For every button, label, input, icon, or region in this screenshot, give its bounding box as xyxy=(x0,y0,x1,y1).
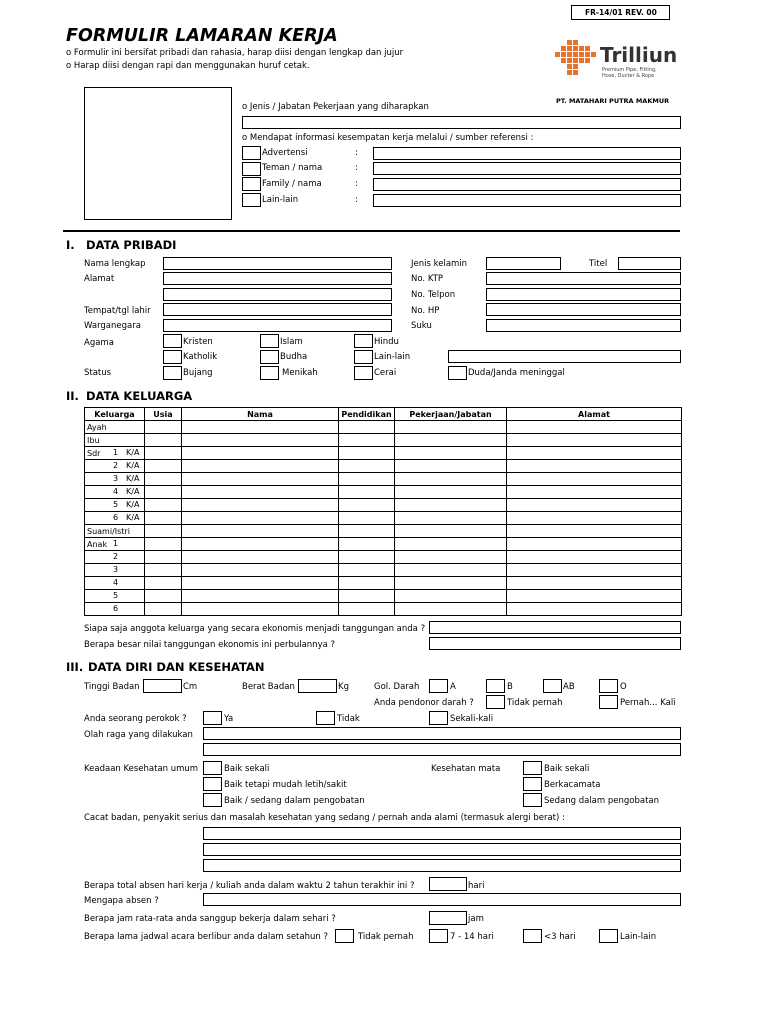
table-row xyxy=(85,473,682,486)
kg-label: Kg xyxy=(338,682,349,692)
cell-usia[interactable] xyxy=(145,447,182,460)
donor-label: Anda pendonor darah ? xyxy=(374,698,474,708)
cell-pekerjaan[interactable] xyxy=(395,512,507,525)
status-opt-cerai: Cerai xyxy=(374,368,397,378)
family-member-number: 6 xyxy=(113,604,119,613)
cell-nama[interactable] xyxy=(182,421,339,434)
agama-opt-lain: Lain-lain xyxy=(374,352,411,362)
gol-opt-b: B xyxy=(507,682,513,692)
family-member-label: Ayah xyxy=(87,422,107,432)
warga-input[interactable] xyxy=(163,319,392,332)
cell-pekerjaan[interactable] xyxy=(395,551,507,564)
jam-question: Berapa jam rata-rata anda sanggup bekerja dalam sehari ? xyxy=(84,914,336,924)
source-colon-2: : xyxy=(355,163,358,173)
cell-alamat[interactable] xyxy=(507,538,682,551)
family-member-number: 1 xyxy=(113,539,119,548)
sec3-num: III. xyxy=(66,660,84,674)
brand-tagline-1: Premium Pipe, Fitting, xyxy=(602,67,657,73)
table-row xyxy=(85,603,682,616)
agama-opt-kristen: Kristen xyxy=(183,337,213,347)
photo-box[interactable] xyxy=(84,87,232,220)
status-checkbox-menikah[interactable] xyxy=(260,366,279,380)
cell-pendidikan[interactable] xyxy=(339,603,395,616)
family-member-label: Suami/Istri xyxy=(87,526,130,536)
agama-checkbox-islam[interactable] xyxy=(260,334,279,348)
source-checkbox-4[interactable] xyxy=(242,193,261,207)
cell-alamat[interactable] xyxy=(507,434,682,447)
cell-pendidikan[interactable] xyxy=(339,473,395,486)
family-member-cell xyxy=(85,512,145,525)
cell-usia[interactable] xyxy=(145,512,182,525)
agama-checkbox-kristen[interactable] xyxy=(163,334,182,348)
perokok-checkbox-ya[interactable] xyxy=(203,711,222,725)
section-divider xyxy=(63,230,680,232)
family-member-ka: K/A xyxy=(126,487,140,496)
family-table-header xyxy=(85,408,682,421)
family-member-label: Ibu xyxy=(87,435,100,445)
cell-pendidikan[interactable] xyxy=(339,460,395,473)
cacat-input-3[interactable] xyxy=(203,859,681,872)
absen-input[interactable] xyxy=(429,877,467,891)
libur-opt-3: <3 hari xyxy=(544,932,576,942)
source-colon-4: : xyxy=(355,195,358,205)
doc-code: FR-14/01 REV. 00 xyxy=(585,8,657,17)
gol-checkbox-o[interactable] xyxy=(599,679,618,693)
keadaan-opt-2: Baik tetapi mudah letih/sakit xyxy=(224,780,347,790)
sec3-title: DATA DIRI DAN KESEHATAN xyxy=(88,660,265,674)
cell-alamat[interactable] xyxy=(507,447,682,460)
mengapa-input[interactable] xyxy=(203,893,681,906)
cell-pendidikan[interactable] xyxy=(339,551,395,564)
job-position-label: o Jenis / Jabatan Pekerjaan yang diharapkan xyxy=(242,102,429,112)
table-row xyxy=(85,421,682,434)
cell-alamat[interactable] xyxy=(507,512,682,525)
family-member-number: 6 xyxy=(113,513,119,522)
hari-label: hari xyxy=(468,881,485,891)
agama-opt-hindu: Hindu xyxy=(374,337,399,347)
suku-label: Suku xyxy=(411,321,432,331)
cell-nama[interactable] xyxy=(182,551,339,564)
donor-checkbox-pernah[interactable] xyxy=(599,695,618,709)
family-table xyxy=(84,407,682,616)
gol-checkbox-a[interactable] xyxy=(429,679,448,693)
cacat-label: Cacat badan, penyakit serius dan masalah kesehatan yang sedang / pernah anda alami (termasuk alergi berat) : xyxy=(84,813,565,823)
family-member-cell xyxy=(85,460,145,473)
cacat-input-2[interactable] xyxy=(203,843,681,856)
ktp-label: No. KTP xyxy=(411,274,444,284)
mata-opt-3: Sedang dalam pengobatan xyxy=(544,796,660,806)
cell-alamat[interactable] xyxy=(507,590,682,603)
cell-nama[interactable] xyxy=(182,434,339,447)
table-row xyxy=(85,499,682,512)
cell-alamat[interactable] xyxy=(507,421,682,434)
absen-label: Berapa total absen hari kerja / kuliah anda dalam waktu 2 tahun terakhir ini ? xyxy=(84,881,415,891)
libur-checkbox-3[interactable] xyxy=(523,929,542,943)
source-input-4[interactable] xyxy=(373,194,681,207)
family-member-number: 5 xyxy=(113,591,119,600)
source-input-2[interactable] xyxy=(373,162,681,175)
tanggungan-q2: Berapa besar nilai tanggungan ekonomis ini perbulannya ? xyxy=(84,640,336,650)
cell-nama[interactable] xyxy=(182,460,339,473)
status-checkbox-bujang[interactable] xyxy=(163,366,182,380)
gol-checkbox-b[interactable] xyxy=(486,679,505,693)
status-checkbox-cerai[interactable] xyxy=(354,366,373,380)
cell-alamat[interactable] xyxy=(507,460,682,473)
sec1-num: I. xyxy=(66,238,75,252)
sec1-title: DATA PRIBADI xyxy=(86,238,177,252)
col-pendidikan: Pendidikan xyxy=(339,408,395,421)
source-colon-3: : xyxy=(355,179,358,189)
sec2-title: DATA KELUARGA xyxy=(86,389,193,403)
table-row xyxy=(85,525,682,538)
cell-pekerjaan[interactable] xyxy=(395,473,507,486)
cell-nama[interactable] xyxy=(182,525,339,538)
brand-logo-icon xyxy=(553,38,597,78)
family-member-number: 1 xyxy=(113,448,119,457)
family-member-cell xyxy=(85,421,145,434)
libur-checkbox-1[interactable] xyxy=(335,929,354,943)
cell-pendidikan[interactable] xyxy=(339,525,395,538)
berat-label: Berat Badan xyxy=(242,682,295,692)
cell-usia[interactable] xyxy=(145,486,182,499)
family-member-number: 2 xyxy=(113,552,119,561)
col-usia: Usia xyxy=(145,408,182,421)
ktp-input[interactable] xyxy=(486,272,681,285)
cacat-input-1[interactable] xyxy=(203,827,681,840)
status-opt-duda: Duda/Janda meninggal xyxy=(468,368,565,378)
cm-label: Cm xyxy=(183,682,198,692)
titel-label: Titel xyxy=(589,259,608,269)
source-label-3: Family / nama xyxy=(262,179,322,189)
cell-alamat[interactable] xyxy=(507,473,682,486)
cell-nama[interactable] xyxy=(182,447,339,460)
suku-input[interactable] xyxy=(486,319,681,332)
agama-checkbox-hindu[interactable] xyxy=(354,334,373,348)
cell-pekerjaan[interactable] xyxy=(395,499,507,512)
agama-label: Agama xyxy=(84,338,114,348)
agama-lain-input[interactable] xyxy=(448,350,681,363)
cell-pekerjaan[interactable] xyxy=(395,525,507,538)
hp-label: No. HP xyxy=(411,306,440,316)
perokok-checkbox-tidak[interactable] xyxy=(316,711,335,725)
cell-alamat[interactable] xyxy=(507,499,682,512)
agama-opt-katholik: Katholik xyxy=(183,352,218,362)
cell-nama[interactable] xyxy=(182,590,339,603)
cell-usia[interactable] xyxy=(145,525,182,538)
perokok-checkbox-sekali[interactable] xyxy=(429,711,448,725)
telpon-input[interactable] xyxy=(486,288,681,301)
job-source-label: o Mendapat informasi kesempatan kerja melalui / sumber referensi : xyxy=(242,133,534,143)
libur-opt-1: Tidak pernah xyxy=(358,932,414,942)
hp-input[interactable] xyxy=(486,303,681,316)
cell-usia[interactable] xyxy=(145,499,182,512)
cell-pekerjaan[interactable] xyxy=(395,538,507,551)
page-title: FORMULIR LAMARAN KERJA xyxy=(66,26,338,46)
cell-pekerjaan[interactable] xyxy=(395,577,507,590)
berat-input[interactable] xyxy=(298,679,337,693)
libur-label: Berapa lama jadwal acara berlibur anda dalam setahun ? xyxy=(84,932,328,942)
donor-opt-tidak: Tidak pernah xyxy=(507,698,563,708)
source-input-3[interactable] xyxy=(373,178,681,191)
cell-pekerjaan[interactable] xyxy=(395,590,507,603)
cell-usia[interactable] xyxy=(145,551,182,564)
cell-nama[interactable] xyxy=(182,577,339,590)
col-keluarga: Keluarga xyxy=(85,408,145,421)
cell-alamat[interactable] xyxy=(507,564,682,577)
mata-opt-2: Berkacamata xyxy=(544,780,601,790)
status-opt-menikah: Menikah xyxy=(282,368,318,378)
family-member-cell xyxy=(85,538,145,551)
family-member-cell xyxy=(85,473,145,486)
cell-usia[interactable] xyxy=(145,421,182,434)
cell-pekerjaan[interactable] xyxy=(395,486,507,499)
donor-checkbox-tidak[interactable] xyxy=(486,695,505,709)
keadaan-opt-1: Baik sekali xyxy=(224,764,270,774)
cell-nama[interactable] xyxy=(182,564,339,577)
table-row xyxy=(85,590,682,603)
cell-pendidikan[interactable] xyxy=(339,447,395,460)
jam-label: jam xyxy=(468,914,484,924)
tinggi-input[interactable] xyxy=(143,679,182,693)
note-1: o Formulir ini bersifat pribadi dan rahasia, harap diisi dengan lengkap dan jujur xyxy=(66,48,404,58)
perokok-opt-tidak: Tidak xyxy=(337,714,360,724)
source-label-4: Lain-lain xyxy=(262,195,299,205)
alamat-input-2[interactable] xyxy=(163,288,392,301)
family-member-label: Sdr xyxy=(87,448,101,458)
table-row xyxy=(85,447,682,460)
cell-pekerjaan[interactable] xyxy=(395,460,507,473)
telpon-label: No. Telpon xyxy=(411,290,456,300)
status-opt-bujang: Bujang xyxy=(183,368,213,378)
cell-nama[interactable] xyxy=(182,512,339,525)
keadaan-checkbox-2[interactable] xyxy=(203,777,222,791)
tanggungan-q1: Siapa saja anggota keluarga yang secara ekonomis menjadi tanggungan anda ? xyxy=(84,624,426,634)
keadaan-opt-3: Baik / sedang dalam pengobatan xyxy=(224,796,365,806)
jk-input[interactable] xyxy=(486,257,561,270)
source-label-1: Advertensi xyxy=(262,148,308,158)
cell-pekerjaan[interactable] xyxy=(395,421,507,434)
perokok-label: Anda seorang perokok ? xyxy=(84,714,187,724)
table-row xyxy=(85,460,682,473)
cell-usia[interactable] xyxy=(145,460,182,473)
source-input-1[interactable] xyxy=(373,147,681,160)
sec2-num: II. xyxy=(66,389,79,403)
cell-pendidikan[interactable] xyxy=(339,486,395,499)
family-member-cell xyxy=(85,525,145,538)
family-member-ka: K/A xyxy=(126,448,140,457)
cell-nama[interactable] xyxy=(182,538,339,551)
cell-pekerjaan[interactable] xyxy=(395,447,507,460)
cell-alamat[interactable] xyxy=(507,577,682,590)
keadaan-label: Keadaan Kesehatan umum xyxy=(84,764,199,774)
gol-opt-ab: AB xyxy=(563,682,575,692)
cell-usia[interactable] xyxy=(145,603,182,616)
nama-label: Nama lengkap xyxy=(84,259,146,269)
table-row xyxy=(85,486,682,499)
family-member-cell xyxy=(85,447,145,460)
agama-opt-islam: Islam xyxy=(280,337,303,347)
jk-label: Jenis kelamin xyxy=(411,259,468,269)
cell-pendidikan[interactable] xyxy=(339,512,395,525)
family-member-number: 2 xyxy=(113,461,119,470)
family-member-cell xyxy=(85,603,145,616)
cell-nama[interactable] xyxy=(182,486,339,499)
agama-opt-budha: Budha xyxy=(280,352,308,362)
olahraga-label: Olah raga yang dilakukan xyxy=(84,730,193,740)
cell-alamat[interactable] xyxy=(507,551,682,564)
cell-pekerjaan[interactable] xyxy=(395,564,507,577)
note-2: o Harap diisi dengan rapi dan menggunakan huruf cetak. xyxy=(66,61,310,71)
cell-pendidikan[interactable] xyxy=(339,538,395,551)
source-checkbox-2[interactable] xyxy=(242,162,261,176)
table-row xyxy=(85,434,682,447)
table-row xyxy=(85,564,682,577)
source-label-2: Teman / nama xyxy=(262,163,323,173)
cell-pendidikan[interactable] xyxy=(339,590,395,603)
tanggungan-input-1[interactable] xyxy=(429,621,681,634)
cell-nama[interactable] xyxy=(182,473,339,486)
mata-checkbox-3[interactable] xyxy=(523,793,542,807)
donor-opt-pernah: Pernah... Kali xyxy=(620,698,676,708)
libur-opt-2: 7 - 14 hari xyxy=(450,932,494,942)
cell-pekerjaan[interactable] xyxy=(395,603,507,616)
ttl-input[interactable] xyxy=(163,303,392,316)
source-checkbox-1[interactable] xyxy=(242,146,261,160)
cell-usia[interactable] xyxy=(145,434,182,447)
family-member-cell xyxy=(85,564,145,577)
family-member-ka: K/A xyxy=(126,500,140,509)
cell-pendidikan[interactable] xyxy=(339,577,395,590)
tinggi-label: Tinggi Badan xyxy=(84,682,140,692)
titel-input[interactable] xyxy=(618,257,681,270)
cell-alamat[interactable] xyxy=(507,525,682,538)
cell-nama[interactable] xyxy=(182,499,339,512)
nama-input[interactable] xyxy=(163,257,392,270)
family-member-cell xyxy=(85,486,145,499)
cell-usia[interactable] xyxy=(145,577,182,590)
brand-name: Trilliun xyxy=(600,43,678,67)
cell-alamat[interactable] xyxy=(507,603,682,616)
cell-usia[interactable] xyxy=(145,564,182,577)
family-member-cell xyxy=(85,590,145,603)
job-position-input[interactable] xyxy=(242,116,681,129)
ttl-label: Tempat/tgl lahir xyxy=(84,306,151,316)
family-member-ka: K/A xyxy=(126,513,140,522)
cell-pendidikan[interactable] xyxy=(339,564,395,577)
keadaan-checkbox-1[interactable] xyxy=(203,761,222,775)
perokok-opt-sekali: Sekali-kali xyxy=(450,714,494,724)
family-member-number: 3 xyxy=(113,474,119,483)
family-member-cell xyxy=(85,499,145,512)
libur-checkbox-2[interactable] xyxy=(429,929,448,943)
olahraga-input-2[interactable] xyxy=(203,743,681,756)
col-nama: Nama xyxy=(182,408,339,421)
table-row xyxy=(85,551,682,564)
family-member-label: Anak xyxy=(87,539,108,549)
agama-checkbox-budha[interactable] xyxy=(260,350,279,364)
gol-opt-a: A xyxy=(450,682,456,692)
mengapa-label: Mengapa absen ? xyxy=(84,896,159,906)
tanggungan-input-2[interactable] xyxy=(429,637,681,650)
agama-checkbox-lain[interactable] xyxy=(354,350,373,364)
gol-label: Gol. Darah xyxy=(374,682,420,692)
olahraga-input-1[interactable] xyxy=(203,727,681,740)
mata-label: Kesehatan mata xyxy=(431,764,501,774)
cell-pendidikan[interactable] xyxy=(339,434,395,447)
table-row xyxy=(85,512,682,525)
table-row xyxy=(85,577,682,590)
status-label: Status xyxy=(84,368,112,378)
agama-checkbox-katholik[interactable] xyxy=(163,350,182,364)
cell-usia[interactable] xyxy=(145,538,182,551)
family-member-cell xyxy=(85,577,145,590)
family-member-number: 4 xyxy=(113,578,119,587)
company-name: PT. MATAHARI PUTRA MAKMUR xyxy=(556,97,670,105)
alamat-input-1[interactable] xyxy=(163,272,392,285)
mata-opt-1: Baik sekali xyxy=(544,764,590,774)
cell-alamat[interactable] xyxy=(507,486,682,499)
family-member-number: 4 xyxy=(113,487,119,496)
gol-opt-o: O xyxy=(620,682,627,692)
jam-input[interactable] xyxy=(429,911,467,925)
family-member-number: 3 xyxy=(113,565,119,574)
libur-opt-4: Lain-lain xyxy=(620,932,657,942)
source-colon-1: : xyxy=(355,148,358,158)
cell-nama[interactable] xyxy=(182,603,339,616)
keadaan-checkbox-3[interactable] xyxy=(203,793,222,807)
warga-label: Warganegara xyxy=(84,321,141,331)
cell-usia[interactable] xyxy=(145,473,182,486)
family-member-number: 5 xyxy=(113,500,119,509)
brand-tagline-2: Hose, Ducter & Rope xyxy=(602,73,655,79)
libur-checkbox-4[interactable] xyxy=(599,929,618,943)
logo-dots-icon xyxy=(553,38,597,78)
col-alamat: Alamat xyxy=(507,408,682,421)
col-pekerjaan: Pekerjaan/Jabatan xyxy=(395,408,507,421)
family-member-ka: K/A xyxy=(126,474,140,483)
status-checkbox-duda[interactable] xyxy=(448,366,467,380)
cell-pekerjaan[interactable] xyxy=(395,434,507,447)
gol-checkbox-ab[interactable] xyxy=(543,679,562,693)
mata-checkbox-1[interactable] xyxy=(523,761,542,775)
cell-pendidikan[interactable] xyxy=(339,499,395,512)
cell-pendidikan[interactable] xyxy=(339,421,395,434)
family-member-cell xyxy=(85,551,145,564)
perokok-opt-ya: Ya xyxy=(224,714,234,724)
mata-checkbox-2[interactable] xyxy=(523,777,542,791)
table-row xyxy=(85,538,682,551)
family-member-cell xyxy=(85,434,145,447)
cell-usia[interactable] xyxy=(145,590,182,603)
source-checkbox-3[interactable] xyxy=(242,177,261,191)
family-member-ka: K/A xyxy=(126,461,140,470)
alamat-label: Alamat xyxy=(84,274,115,284)
